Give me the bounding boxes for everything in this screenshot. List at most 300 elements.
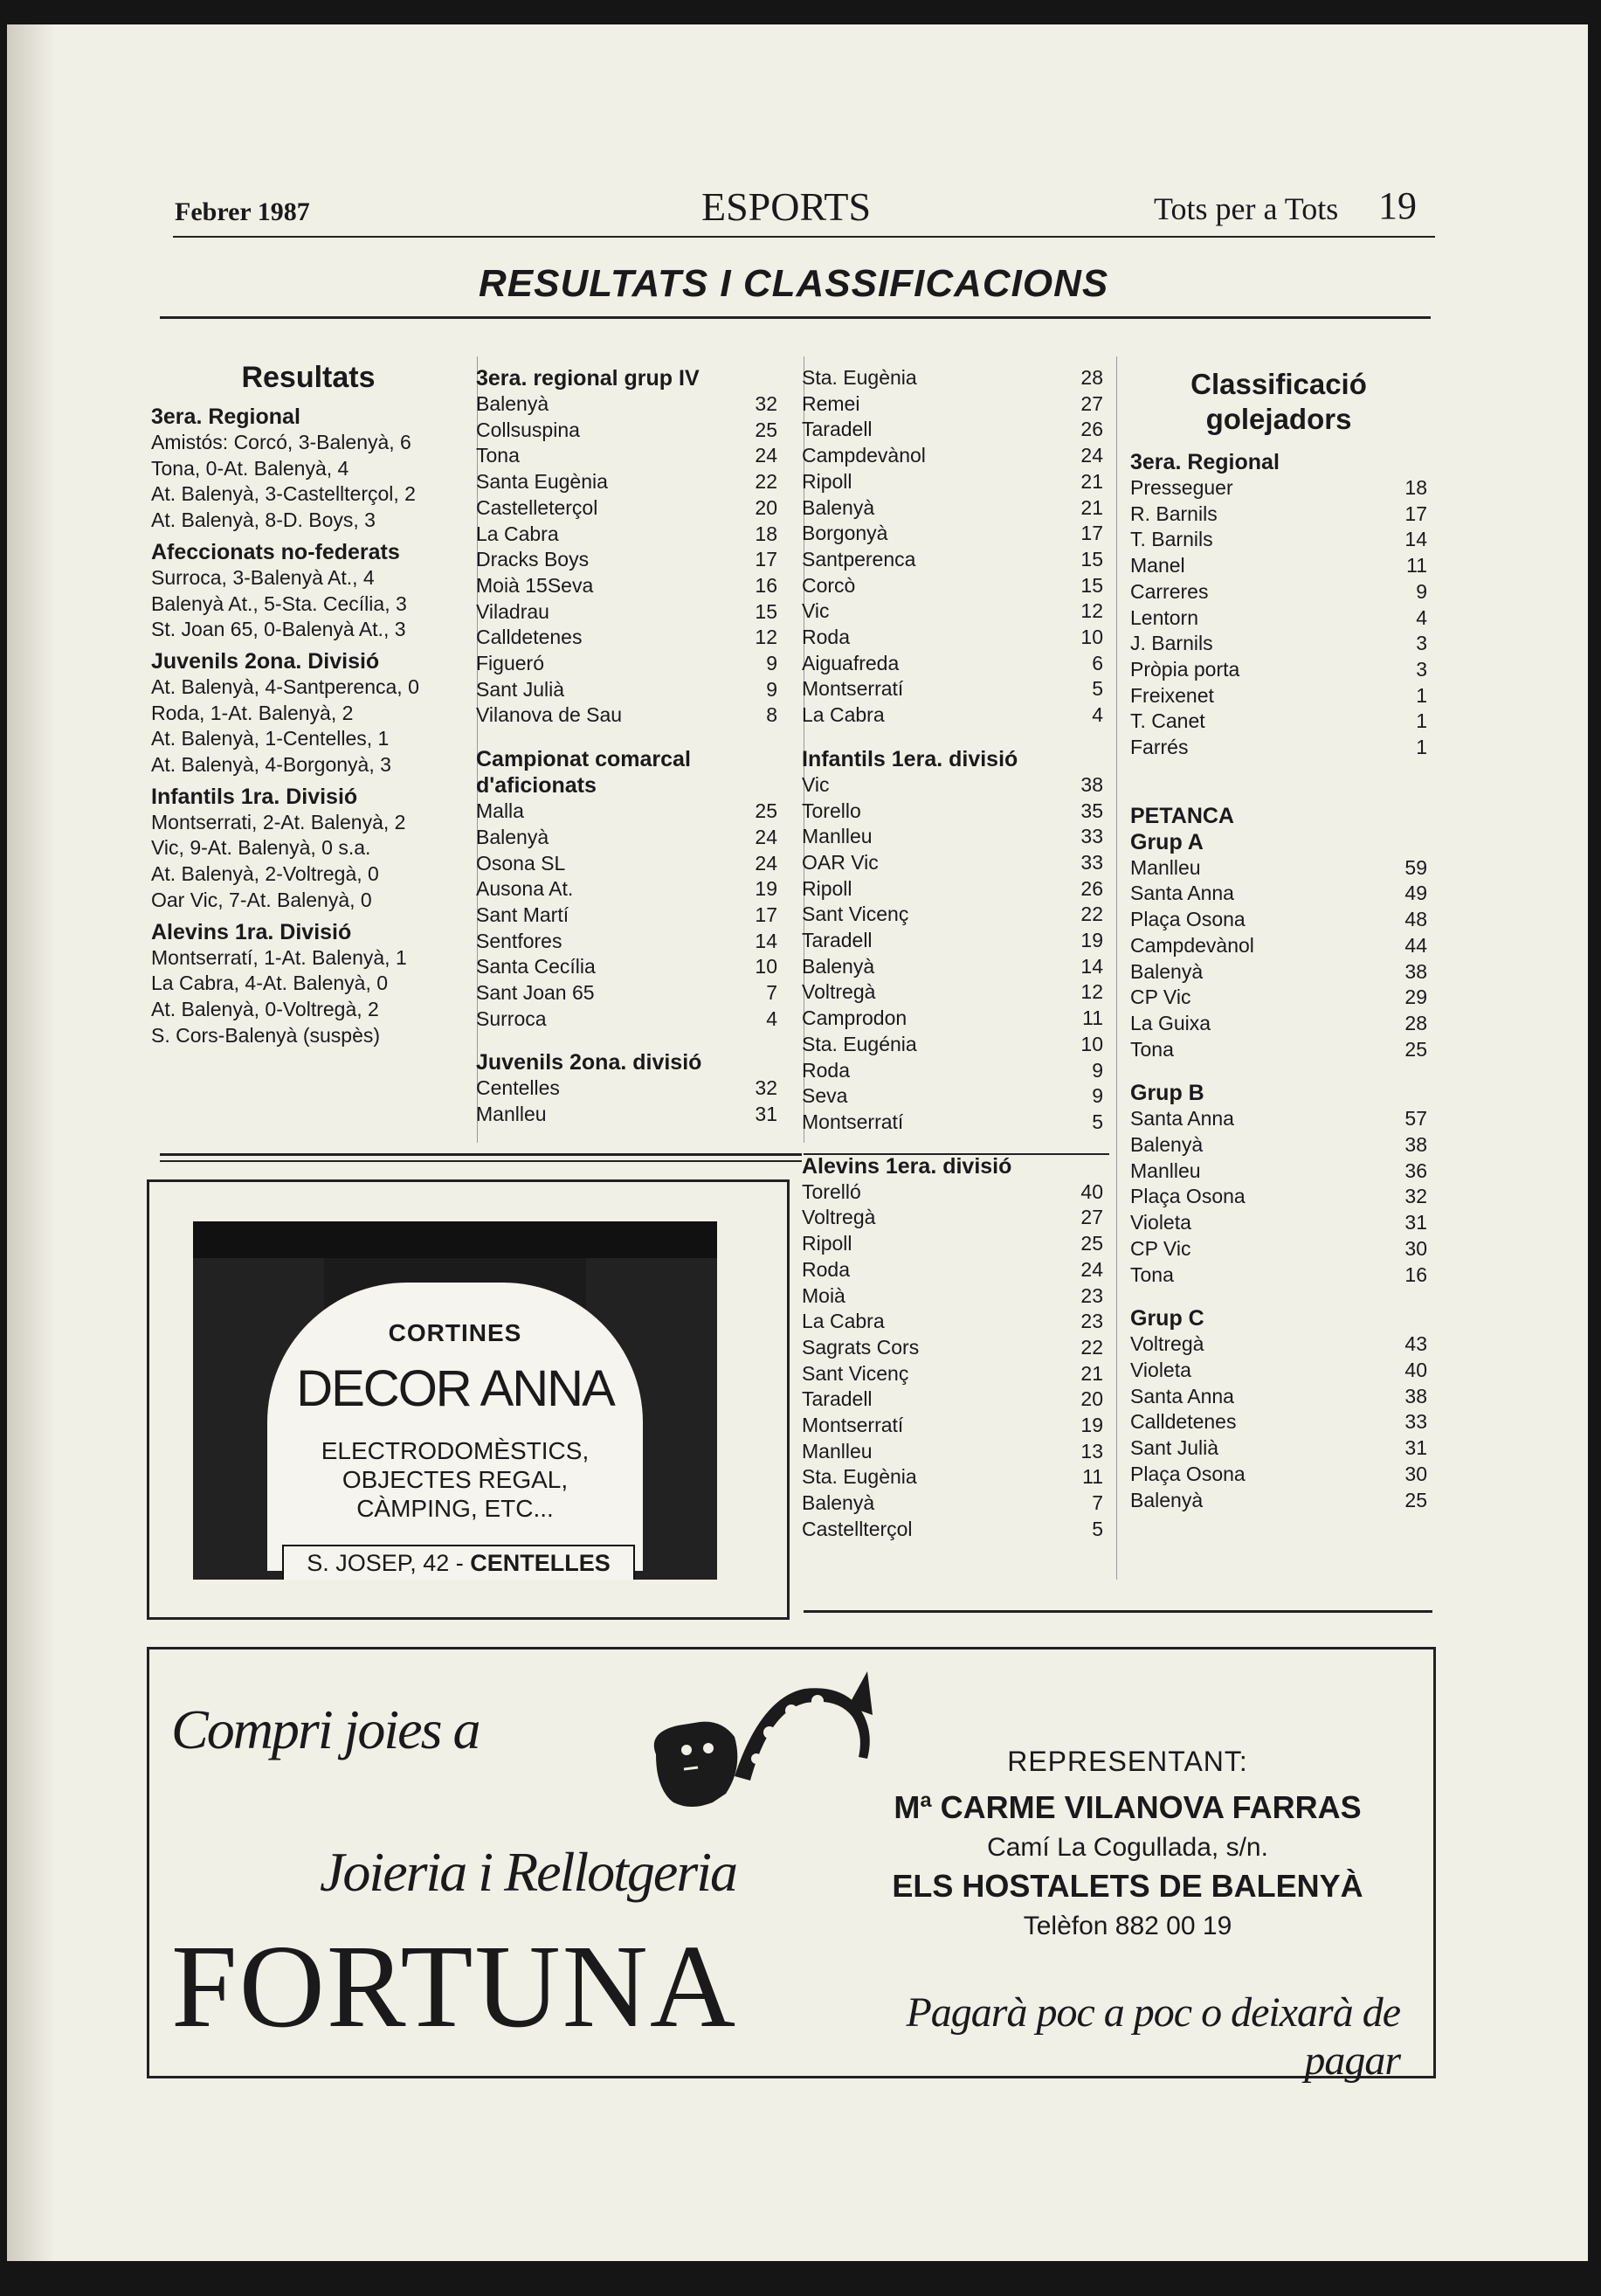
team-points: 59: [1404, 855, 1427, 879]
team-points: 9: [1092, 1058, 1103, 1082]
team-points: 30: [1404, 1236, 1427, 1260]
table-row: [1130, 1158, 1427, 1185]
ad-fortuna-slogan: Pagarà poc a poc o deixarà de pagar: [906, 1989, 1400, 2084]
table-row: [802, 598, 1103, 625]
team-points: 38: [1080, 772, 1103, 796]
team-points: 14: [1080, 954, 1103, 978]
team-points: 5: [1092, 1517, 1103, 1540]
team-name: La Cabra: [802, 1310, 885, 1333]
team-name: Dracks Boys: [476, 548, 590, 571]
team-name: Plaça Osona: [1130, 908, 1246, 931]
table-heading: Infantils 1era. divisió: [802, 746, 1018, 771]
table-row: [476, 443, 777, 469]
newspaper-page: [7, 24, 1588, 2261]
scorer-name: Lentorn: [1130, 605, 1199, 629]
team-name: Surroca: [476, 1006, 547, 1030]
team-points: 36: [1404, 1158, 1427, 1182]
section-banner: RESULTATS I CLASSIFICACIONS: [479, 262, 1109, 305]
table-row: [802, 1490, 1103, 1517]
table-row: [802, 1361, 1103, 1387]
team-name: Torelló: [802, 1179, 861, 1203]
scorer-name: J. Barnils: [1130, 632, 1213, 655]
scorer-goals: 4: [1416, 605, 1427, 629]
result-line: Roda, 1-At. Balenyà, 2: [151, 701, 354, 724]
standings-column-3: [802, 365, 1103, 1543]
team-name: Plaça Osona: [1130, 1185, 1246, 1208]
table-row: [476, 954, 777, 980]
team-name: Aiguafreda: [802, 651, 900, 674]
results-group: [151, 539, 466, 643]
scorer-name: Freixenet: [1130, 683, 1214, 707]
table-row: [802, 902, 1103, 928]
ad-decor-anna: [147, 1179, 790, 1620]
team-points: 28: [1080, 366, 1103, 389]
team-name: Roda: [802, 626, 850, 649]
team-name: Tona: [476, 444, 520, 467]
ad-fortuna-rep-town: ELS HOSTALETS DE BALENYÀ: [892, 1868, 1363, 1904]
ad-fortuna-rep-name: Mª CARME VILANOVA FARRAS: [894, 1789, 1362, 1825]
scorer-goals: 1: [1416, 709, 1427, 733]
scorer-goals: 11: [1406, 554, 1427, 577]
team-points: 6: [1092, 651, 1103, 674]
result-line: At. Balenyà, 8-D. Boys, 3: [151, 508, 376, 532]
team-points: 40: [1404, 1358, 1427, 1381]
scorers-list: [1130, 475, 1427, 761]
scorer-row: [1130, 579, 1427, 605]
ad-decor-address-street: S. JOSEP, 42 -: [307, 1550, 471, 1576]
table-row: [802, 1205, 1103, 1231]
scorer-name: Carreres: [1130, 579, 1209, 603]
team-name: Taradell: [802, 418, 873, 441]
team-points: 25: [1080, 1232, 1103, 1255]
results-column: [151, 358, 466, 1048]
team-points: 40: [1080, 1179, 1103, 1203]
table-row: [476, 469, 777, 495]
team-points: 23: [1080, 1310, 1103, 1333]
team-points: 4: [766, 1006, 777, 1030]
scorer-goals: 14: [1404, 528, 1427, 551]
team-name: Sta. Eugènia: [802, 1465, 917, 1489]
team-points: 38: [1404, 1133, 1427, 1157]
team-name: Balenyà: [1130, 959, 1204, 983]
results-group: [151, 404, 466, 534]
table-row: [1130, 1210, 1427, 1236]
ad-fortuna-tagline: Compri joies a: [171, 1698, 480, 1760]
ad-decor-products: [193, 1436, 717, 1523]
team-points: 24: [755, 444, 777, 467]
scorer-row: [1130, 553, 1427, 579]
spacer: [802, 1136, 1103, 1153]
scorer-row: [1130, 735, 1427, 761]
team-name: Ripoll: [802, 469, 852, 493]
team-name: Camprodon: [802, 1006, 907, 1030]
team-points: 33: [1080, 825, 1103, 848]
team-name: Calldetenes: [1130, 1410, 1237, 1434]
team-name: Montserratí: [802, 1110, 904, 1133]
team-points: 38: [1404, 959, 1427, 983]
team-points: 5: [1092, 1110, 1103, 1133]
team-name: Voltregà: [802, 980, 876, 1004]
scorer-row: [1130, 683, 1427, 709]
table-row: [476, 391, 777, 418]
team-name: Campdevànol: [802, 444, 926, 467]
result-line: Vic, 9-At. Balenyà, 0 s.a.: [151, 836, 371, 860]
results-group-heading: Juvenils 2ona. Divisió: [151, 648, 380, 674]
team-name: Santa Anna: [1130, 882, 1234, 905]
table-row: [802, 1517, 1103, 1543]
team-name: Balenyà: [802, 495, 875, 519]
team-points: 9: [766, 677, 777, 701]
table-row: [476, 851, 777, 877]
team-points: 16: [1404, 1262, 1427, 1286]
team-points: 18: [755, 522, 777, 545]
team-points: 4: [1092, 703, 1103, 727]
team-points: 10: [1080, 626, 1103, 649]
team-name: Figueró: [476, 652, 544, 675]
table-row: [802, 1464, 1103, 1490]
team-points: 22: [1080, 1335, 1103, 1359]
team-name: Seva: [802, 1084, 848, 1108]
table-row: [1130, 881, 1427, 907]
scorer-row: [1130, 709, 1427, 735]
table-row: [1130, 1462, 1427, 1488]
team-points: 35: [1080, 799, 1103, 822]
table-row: [476, 495, 777, 522]
team-name: Collsuspina: [476, 418, 580, 441]
table-heading: Grup B: [1130, 1081, 1204, 1106]
table-row: [802, 1439, 1103, 1465]
table-row: [1130, 1435, 1427, 1462]
team-name: Plaça Osona: [1130, 1462, 1246, 1485]
team-points: 27: [1080, 391, 1103, 415]
scorer-goals: 17: [1404, 501, 1427, 525]
ad-fortuna-rep-address: Camí La Cogullada, s/n.: [987, 1833, 1268, 1862]
team-points: 15: [1080, 547, 1103, 571]
mid-rule-a: [160, 1153, 802, 1156]
result-line: Montserrati, 2-At. Balenyà, 2: [151, 810, 406, 833]
team-name: Vic: [802, 772, 830, 796]
team-points: 30: [1404, 1462, 1427, 1485]
table-row: [476, 522, 777, 548]
table-row: [476, 1102, 777, 1128]
team-points: 31: [1404, 1211, 1427, 1234]
scorer-goals: 3: [1416, 632, 1427, 655]
team-points: 22: [1080, 902, 1103, 926]
scorer-name: Farrés: [1130, 736, 1189, 759]
team-points: 9: [1092, 1084, 1103, 1108]
table-row: [1130, 1384, 1427, 1410]
table-heading: Alevins 1era. divisió: [802, 1153, 1012, 1179]
team-points: 7: [1092, 1491, 1103, 1515]
table-row: [802, 521, 1103, 547]
table-row: [1130, 1132, 1427, 1158]
results-group: [151, 919, 466, 1049]
table-row: [476, 825, 777, 851]
scorer-goals: 18: [1404, 476, 1427, 499]
team-name: Castellterçol: [802, 1517, 913, 1540]
table-row: [476, 980, 777, 1006]
header-rule: [173, 236, 1435, 238]
spacer: [1130, 1062, 1427, 1080]
table-row: [802, 1309, 1103, 1335]
team-points: 17: [755, 902, 777, 926]
team-points: 32: [755, 392, 777, 415]
table-row: [802, 954, 1103, 980]
team-points: 5: [1092, 677, 1103, 701]
table-row: [802, 1179, 1103, 1206]
team-points: 21: [1080, 469, 1103, 493]
result-line: At. Balenyà, 4-Santperenca, 0: [151, 674, 419, 698]
team-points: 22: [755, 470, 777, 494]
team-points: 12: [755, 626, 777, 649]
team-name: Balenyà: [802, 954, 875, 978]
ad-decor-line3: ELECTRODOMÈSTICS,: [321, 1437, 590, 1464]
team-name: Balenyà: [802, 1491, 875, 1515]
table-row: [476, 677, 777, 703]
ad-fortuna-rep-phone: Telèfon 882 00 19: [1023, 1912, 1232, 1940]
results-group-heading: Alevins 1ra. Divisió: [151, 919, 352, 944]
table-row: [802, 799, 1103, 825]
petanca-title: PETANCA: [1130, 803, 1234, 828]
table-row: [802, 850, 1103, 876]
table-row: [802, 824, 1103, 850]
table-row: [476, 1006, 777, 1033]
table-row: [476, 651, 777, 677]
scorer-row: [1130, 527, 1427, 553]
result-line: At. Balenyà, 3-Castellterçol, 2: [151, 482, 416, 506]
team-name: Taradell: [802, 929, 873, 952]
team-name: Montserratí: [802, 1414, 904, 1437]
results-group-heading: Infantils 1ra. Divisió: [151, 784, 358, 809]
result-line: At. Balenyà, 1-Centelles, 1: [151, 727, 390, 750]
team-points: 10: [755, 955, 777, 979]
team-name: Santperenca: [802, 547, 916, 571]
team-name: Balenyà: [1130, 1133, 1204, 1157]
table-row: [476, 625, 777, 651]
team-points: 49: [1404, 882, 1427, 905]
team-points: 15: [755, 599, 777, 623]
team-name: Balenyà: [476, 392, 549, 415]
team-name: CP Vic: [1130, 985, 1191, 1009]
team-points: 12: [1080, 980, 1103, 1004]
team-name: Sant Julià: [476, 677, 565, 701]
team-points: 24: [1080, 444, 1103, 467]
scorer-goals: 9: [1416, 579, 1427, 603]
team-points: 15: [1080, 573, 1103, 597]
team-points: 8: [766, 703, 777, 727]
team-points: 33: [1080, 850, 1103, 874]
table-row: [802, 1058, 1103, 1084]
team-name: Sant Vicenç: [802, 902, 909, 926]
spacer: [1130, 1288, 1427, 1305]
team-name: Moià: [802, 1283, 845, 1307]
result-line: At. Balenyà, 2-Voltregà, 0: [151, 862, 379, 886]
header-publication: Tots per a Tots: [1154, 191, 1339, 226]
team-points: 14: [755, 929, 777, 952]
team-name: Santa Anna: [1130, 1384, 1234, 1407]
scorer-row: [1130, 657, 1427, 683]
table-row: [802, 928, 1103, 954]
team-points: 28: [1404, 1011, 1427, 1034]
team-name: Balenyà: [1130, 1488, 1204, 1511]
lower-rule: [804, 1610, 1432, 1613]
scorers-column: [1130, 367, 1427, 1513]
team-name: Santa Eugènia: [476, 470, 608, 494]
table-row: [802, 417, 1103, 443]
table-row: [1130, 1331, 1427, 1358]
team-name: Corcò: [802, 573, 856, 597]
scorer-row: [1130, 501, 1427, 528]
team-points: 31: [1404, 1436, 1427, 1460]
spacer: [802, 729, 1103, 746]
team-name: Tona: [1130, 1037, 1174, 1061]
results-title: Resultats: [241, 361, 376, 394]
result-line: Montserratí, 1-At. Balenyà, 1: [151, 945, 407, 969]
team-name: Violeta: [1130, 1211, 1191, 1234]
team-name: Vilanova de Sau: [476, 703, 623, 727]
team-name: Manlleu: [1130, 855, 1201, 879]
table-row: [802, 676, 1103, 702]
team-name: Violeta: [1130, 1358, 1191, 1381]
scorers-heading: 3era. Regional: [1130, 450, 1280, 474]
table-heading: Juvenils 2ona. divisió: [476, 1050, 702, 1075]
team-name: OAR Vic: [802, 850, 879, 874]
team-name: Remei: [802, 391, 860, 415]
table-row: [1130, 985, 1427, 1011]
team-name: Sentfores: [476, 929, 562, 952]
team-points: 11: [1082, 1465, 1103, 1489]
team-name: Sant Vicenç: [802, 1361, 909, 1385]
team-name: Ripoll: [802, 876, 852, 900]
scorer-name: Presseguer: [1130, 476, 1233, 499]
scorer-goals: 1: [1416, 736, 1427, 759]
team-points: 25: [1404, 1037, 1427, 1061]
team-name: La Cabra: [476, 522, 559, 545]
page-fold-shadow: [7, 24, 55, 2261]
scorer-name: R. Barnils: [1130, 501, 1218, 525]
table-row: [1130, 1236, 1427, 1262]
scorers-title-line1: Classificació: [1190, 368, 1367, 400]
scorer-name: T. Barnils: [1130, 528, 1213, 551]
results-group-heading: Afeccionats no-federats: [151, 539, 400, 564]
table-row: [802, 1006, 1103, 1032]
table-row: [802, 1231, 1103, 1257]
team-points: 31: [755, 1103, 777, 1126]
results-group-heading: 3era. Regional: [151, 405, 300, 429]
team-name: Voltregà: [1130, 1332, 1204, 1356]
scorer-row: [1130, 475, 1427, 501]
ad-decor-line5: CÀMPING, ETC...: [356, 1495, 554, 1522]
team-points: 32: [755, 1076, 777, 1100]
table-row: [802, 573, 1103, 599]
results-group: [151, 784, 466, 914]
ad-decor-address-town: CENTELLES: [470, 1550, 611, 1576]
team-points: 10: [1080, 1032, 1103, 1055]
ad-fortuna: [147, 1647, 1436, 2084]
scorer-name: Manel: [1130, 554, 1185, 577]
table-row: [802, 1335, 1103, 1361]
team-points: 33: [1404, 1410, 1427, 1434]
team-points: 26: [1080, 418, 1103, 441]
table-row: [1130, 1184, 1427, 1210]
table-row: [802, 625, 1103, 651]
curtain-valance-graphic: [193, 1221, 717, 1258]
team-points: 38: [1404, 1384, 1427, 1407]
team-points: 25: [755, 418, 777, 441]
team-name: Sant Joan 65: [476, 981, 595, 1005]
team-points: 13: [1080, 1439, 1103, 1463]
table-row: [802, 979, 1103, 1006]
team-name: CP Vic: [1130, 1236, 1191, 1260]
team-points: 19: [755, 877, 777, 901]
header-section: ESPORTS: [701, 184, 872, 229]
team-points: 48: [1404, 908, 1427, 931]
scorer-name: T. Canet: [1130, 709, 1205, 733]
table-row: [802, 391, 1103, 418]
result-line: At. Balenyà, 0-Voltregà, 2: [151, 997, 379, 1020]
result-line: Oar Vic, 7-At. Balenyà, 0: [151, 888, 372, 911]
ad-fortuna-rep-label: REPRESENTANT:: [1007, 1746, 1248, 1777]
table-row: [476, 929, 777, 955]
team-name: Borgonyà: [802, 522, 888, 545]
table-row: [802, 1413, 1103, 1439]
team-points: 19: [1080, 1414, 1103, 1437]
table-row: [476, 799, 777, 825]
team-name: Centelles: [476, 1076, 560, 1100]
team-name: Torello: [802, 799, 861, 822]
team-name: Ripoll: [802, 1232, 852, 1255]
result-line: At. Balenyà, 4-Borgonyà, 3: [151, 753, 391, 777]
team-points: 57: [1404, 1107, 1427, 1131]
team-name: Sta. Eugènia: [802, 366, 917, 389]
team-points: 20: [755, 495, 777, 519]
table-row: [802, 365, 1103, 391]
team-name: Vic: [802, 599, 830, 623]
table-row: [802, 1387, 1103, 1413]
team-points: 17: [755, 548, 777, 571]
team-points: 44: [1404, 933, 1427, 957]
table-row: [802, 651, 1103, 677]
table-row: [802, 876, 1103, 902]
team-name: Santa Anna: [1130, 1107, 1234, 1131]
ad-decor-address: [282, 1545, 635, 1580]
result-line: La Cabra, 4-At. Balenyà, 0: [151, 972, 389, 995]
team-name: Manlleu: [802, 825, 873, 848]
table-row: [476, 599, 777, 626]
table-row: [476, 1075, 777, 1102]
team-points: 11: [1082, 1006, 1103, 1030]
table-row: [1130, 1409, 1427, 1435]
table-row: [1130, 933, 1427, 959]
table-heading: 3era. regional grup IV: [476, 366, 700, 391]
team-name: Malla: [476, 799, 524, 823]
team-name: Manlleu: [802, 1439, 873, 1463]
team-name: Santa Cecília: [476, 955, 596, 979]
team-points: 21: [1080, 1361, 1103, 1385]
petanca-groups: [1130, 829, 1427, 1513]
result-line: St. Joan 65, 0-Balenyà At., 3: [151, 618, 406, 641]
table-row: [802, 1032, 1103, 1058]
team-points: 29: [1404, 985, 1427, 1009]
team-points: 26: [1080, 876, 1103, 900]
team-name: Roda: [802, 1058, 850, 1082]
table-row: [476, 876, 777, 902]
result-line: Surroca, 3-Balenyà At., 4: [151, 565, 375, 589]
standings-column-2: [476, 365, 777, 1128]
team-points: 19: [1080, 929, 1103, 952]
result-line: S. Cors-Balenyà (suspès): [151, 1023, 381, 1047]
team-name: Roda: [802, 1257, 850, 1281]
